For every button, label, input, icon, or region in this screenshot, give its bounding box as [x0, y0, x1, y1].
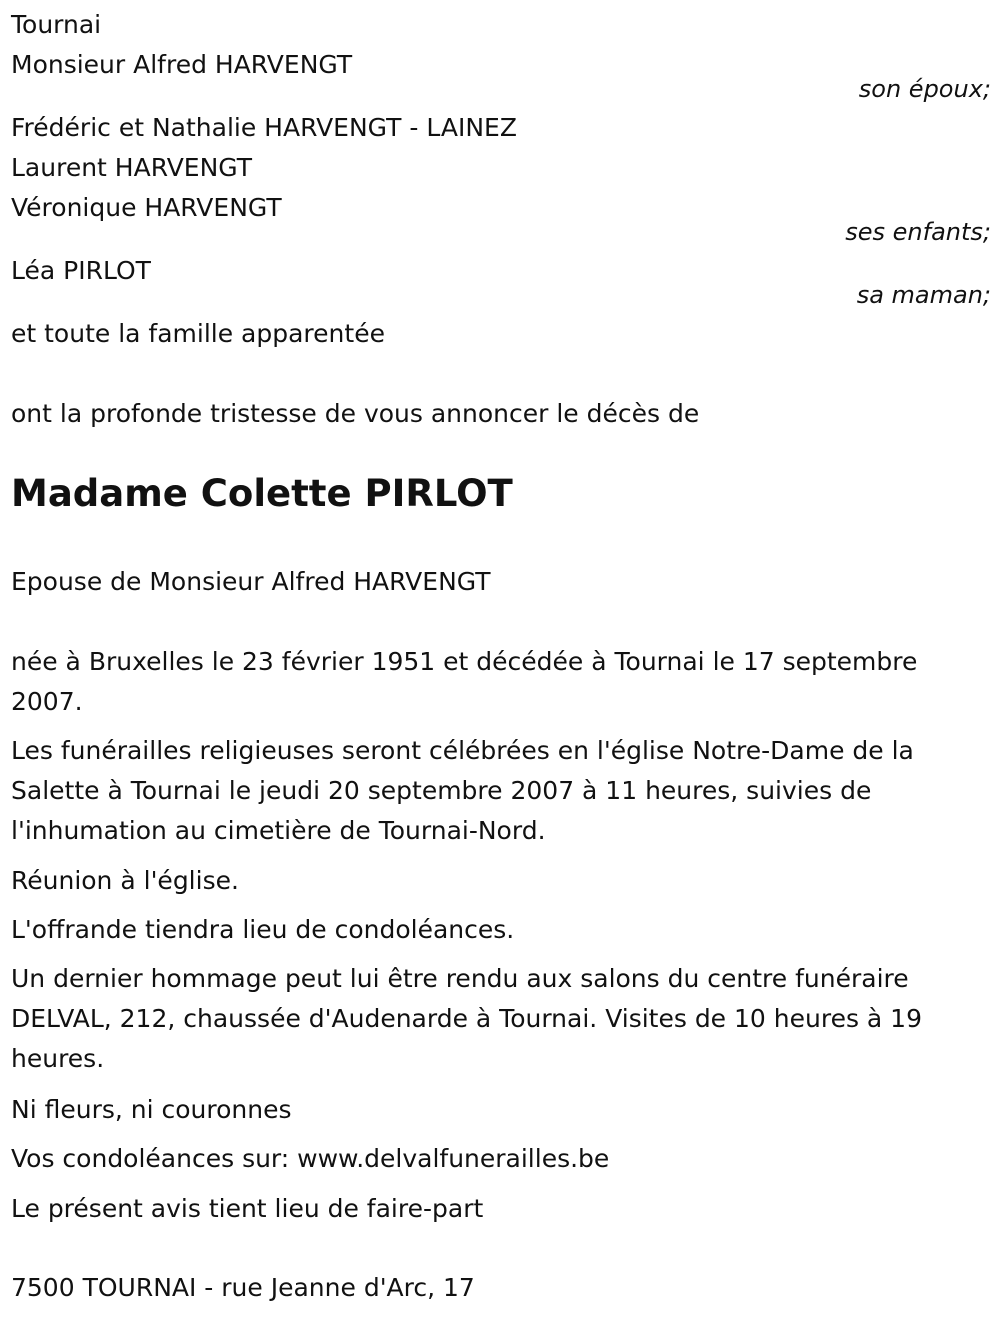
- spouse-role: son époux;: [858, 75, 991, 103]
- birth-death-paragraph: née à Bruxelles le 23 février 1951 et décédée à Tournai le 17 septembre 2007.: [11, 647, 918, 716]
- mother-role: sa maman;: [856, 281, 991, 309]
- church-meeting-paragraph: Réunion à l'église.: [11, 866, 239, 895]
- tribute-paragraph: Un dernier hommage peut lui être rendu aux salons du centre funéraire DELVAL, 212, chaussée d'Audenarde à Tournai. Visites de 10 heures à 19 heures.: [11, 964, 922, 1073]
- flowers-paragraph: Ni fleurs, ni couronnes: [11, 1095, 292, 1124]
- offering-paragraph: L'offrande tiendra lieu de condoléances.: [11, 915, 515, 944]
- city-line: Tournai: [11, 10, 102, 39]
- faire-part-paragraph: Le présent avis tient lieu de faire-part: [11, 1194, 484, 1223]
- obituary-notice: [11, 0, 991, 1324]
- announcement-line: ont la profonde tristesse de vous annoncer le décès de: [11, 399, 700, 428]
- child-name: Laurent HARVENGT: [11, 153, 253, 182]
- child-name: Véronique HARVENGT: [11, 193, 282, 222]
- mother-name: Léa PIRLOT: [11, 256, 151, 285]
- family-line: et toute la famille apparentée: [11, 319, 385, 348]
- deceased-name: Madame Colette PIRLOT: [11, 472, 513, 515]
- condolences-paragraph: Vos condoléances sur: www.delvalfunerailles.be: [11, 1144, 610, 1173]
- spouse-line: Epouse de Monsieur Alfred HARVENGT: [11, 567, 491, 596]
- children-role: ses enfants;: [845, 218, 991, 246]
- spouse-name: Monsieur Alfred HARVENGT: [11, 50, 353, 79]
- address-line: 7500 TOURNAI - rue Jeanne d'Arc, 17: [11, 1273, 475, 1302]
- funeral-paragraph: Les funérailles religieuses seront célébrées en l'église Notre-Dame de la Salette à Tournai le jeudi 20 septembre 2007 à 11 heures, suivies de l'inhumation au cimetière de Tournai-Nord.: [11, 736, 914, 845]
- child-name: Frédéric et Nathalie HARVENGT - LAINEZ: [11, 113, 517, 142]
